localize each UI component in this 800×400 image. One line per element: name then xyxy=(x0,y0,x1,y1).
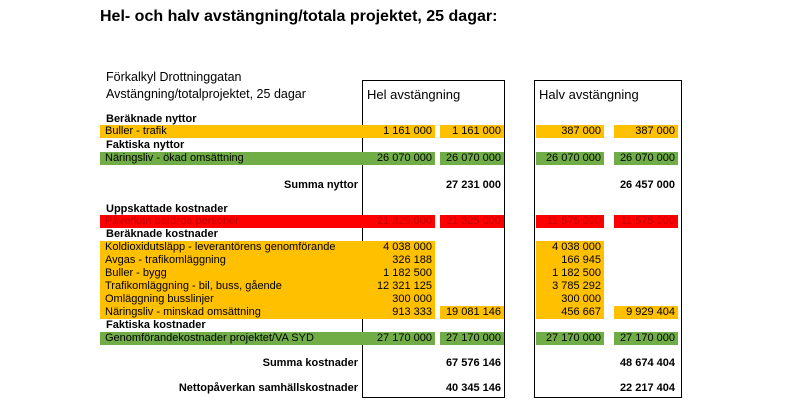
hel-value: 21 325 000 xyxy=(362,215,435,228)
nettopaverkan-halv: 22 217 404 xyxy=(619,382,675,394)
table-row xyxy=(100,254,780,267)
summa-nyttor-row xyxy=(100,178,780,192)
hel-value: 27 170 000 xyxy=(362,332,435,345)
halv-total: 27 170 000 xyxy=(614,332,678,345)
table-row xyxy=(100,267,780,280)
section-uppskattade-kostnader: Uppskattade kostnader xyxy=(106,203,228,215)
hel-value: 4 038 000 xyxy=(362,241,435,254)
halv-value: 300 000 xyxy=(536,293,604,306)
hel-total: 1 161 000 xyxy=(440,125,504,138)
summa-nyttor-hel: 27 231 000 xyxy=(445,179,501,191)
table-row xyxy=(100,306,780,319)
row-label: Avgas - trafikomläggning xyxy=(100,254,362,267)
table-row xyxy=(100,125,780,138)
halv-value: 387 000 xyxy=(536,125,604,138)
row-label: Buller - bygg xyxy=(100,267,362,280)
hel-value: 26 070 000 xyxy=(362,152,435,165)
halv-total: 387 000 xyxy=(614,125,678,138)
halv-value: 1 182 500 xyxy=(536,267,604,280)
row-label: Omläggning busslinjer xyxy=(100,293,362,306)
row-label: Näringsliv - ökad omsättning xyxy=(100,152,362,165)
halv-value: 456 667 xyxy=(536,306,604,319)
nettopaverkan-row xyxy=(100,381,780,395)
table-row xyxy=(100,280,780,293)
section-beraknade-nyttor: Beräknade nyttor xyxy=(106,113,197,125)
col-halv-title: Halv avstängning xyxy=(539,87,639,102)
halv-total: 9 929 404 xyxy=(614,306,678,319)
cost-sheet xyxy=(100,66,780,398)
hel-total: 26 070 000 xyxy=(440,152,504,165)
summa-kostnader-halv: 48 674 404 xyxy=(619,357,675,369)
table-row xyxy=(100,215,780,228)
halv-value: 11 575 000 xyxy=(536,215,604,228)
col-hel-title: Hel avstängning xyxy=(367,87,461,102)
section-beraknade-kostnader: Beräknade kostnader xyxy=(106,228,218,240)
row-label: Trafikomläggning - bil, buss, gående xyxy=(100,280,362,293)
table-row xyxy=(100,293,780,306)
section-faktiska-nyttor: Faktiska nyttor xyxy=(106,139,185,151)
hel-value: 300 000 xyxy=(362,293,435,306)
nettopaverkan-hel: 40 345 146 xyxy=(445,382,501,394)
hel-value: 1 161 000 xyxy=(362,125,435,138)
sheet-caption-2: Avstängning/totalprojektet, 25 dagar xyxy=(106,87,306,101)
summa-nyttor-label: Summa nyttor xyxy=(284,179,358,191)
halv-value: 166 945 xyxy=(536,254,604,267)
row-label: Genomförandekostnader projektet/VA SYD xyxy=(100,332,362,345)
nettopaverkan-label: Nettopåverkan samhällskostnader xyxy=(178,382,358,394)
hel-total: 21 325 000 xyxy=(440,215,504,228)
table-row xyxy=(100,241,780,254)
hel-value: 326 188 xyxy=(362,254,435,267)
row-label: Koldioxidutsläpp - leverantörens genomförande xyxy=(100,241,362,254)
halv-total: 11 575 000 xyxy=(614,215,678,228)
table-row xyxy=(100,332,780,345)
halv-value: 4 038 000 xyxy=(536,241,604,254)
sheet-caption-1: Förkalkyl Drottninggatan xyxy=(106,70,242,84)
page-title: Hel- och halv avstängning/totala projektet, 25 dagar: xyxy=(100,8,498,25)
halv-value: 26 070 000 xyxy=(536,152,604,165)
hel-value: 1 182 500 xyxy=(362,267,435,280)
row-label: Buller - trafik xyxy=(100,125,362,138)
summa-kostnader-row xyxy=(100,356,780,370)
hel-value: 12 321 125 xyxy=(362,280,435,293)
summa-kostnader-label: Summa kostnader xyxy=(262,357,358,369)
row-label: Näringsliv - minskad omsättning xyxy=(100,306,362,319)
summa-kostnader-hel: 67 576 146 xyxy=(445,357,501,369)
hel-total: 27 170 000 xyxy=(440,332,504,345)
hel-value: 913 333 xyxy=(362,306,435,319)
halv-value: 27 170 000 xyxy=(536,332,604,345)
table-row xyxy=(100,152,780,165)
hel-total: 19 081 146 xyxy=(440,306,504,319)
halv-total: 26 070 000 xyxy=(614,152,678,165)
row-label: Påverkan berörda personer xyxy=(100,215,362,228)
section-faktiska-kostnader: Faktiska kostnader xyxy=(106,319,206,331)
summa-nyttor-halv: 26 457 000 xyxy=(619,179,675,191)
halv-value: 3 785 292 xyxy=(536,280,604,293)
